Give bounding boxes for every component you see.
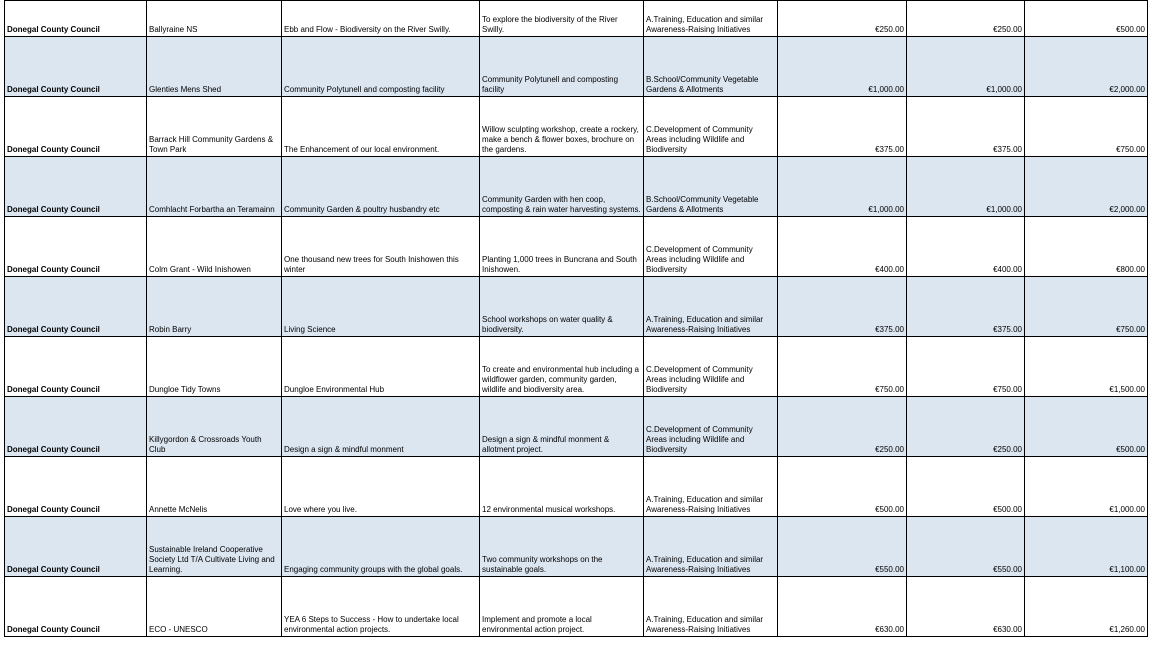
category-cell: C.Development of Community Areas including Wildlife and Biodiversity xyxy=(644,97,778,157)
description-cell: Community Garden with hen coop, composting & rain water harvesting systems. xyxy=(480,157,644,217)
project-title-cell: Love where you live. xyxy=(282,457,480,517)
amount-cell: €250.00 xyxy=(907,1,1025,37)
amount-cell: €630.00 xyxy=(907,577,1025,637)
applicant-cell: Ballyraine NS xyxy=(147,1,282,37)
total-cell: €500.00 xyxy=(1025,397,1148,457)
amount-cell: €550.00 xyxy=(907,517,1025,577)
category-cell: C.Development of Community Areas including Wildlife and Biodiversity xyxy=(644,337,778,397)
table-row xyxy=(5,457,1148,517)
council-cell: Donegal County Council xyxy=(5,457,147,517)
council-cell: Donegal County Council xyxy=(5,217,147,277)
project-title-cell: One thousand new trees for South Inishowen this winter xyxy=(282,217,480,277)
table-row xyxy=(5,37,1148,97)
table-row xyxy=(5,337,1148,397)
applicant-cell: Robin Barry xyxy=(147,277,282,337)
table-row xyxy=(5,577,1148,637)
project-title-cell: Dungloe Environmental Hub xyxy=(282,337,480,397)
category-cell: A.Training, Education and similar Awareness-Raising Initiatives xyxy=(644,577,778,637)
category-cell: A.Training, Education and similar Awareness-Raising Initiatives xyxy=(644,457,778,517)
description-cell: Planting 1,000 trees in Buncrana and South Inishowen. xyxy=(480,217,644,277)
total-cell: €1,000.00 xyxy=(1025,457,1148,517)
amount-cell: €500.00 xyxy=(778,457,907,517)
amount-cell: €750.00 xyxy=(778,337,907,397)
project-title-cell: Community Garden & poultry husbandry etc xyxy=(282,157,480,217)
amount-cell: €250.00 xyxy=(907,397,1025,457)
total-cell: €800.00 xyxy=(1025,217,1148,277)
description-cell: Community Polytunell and composting facility xyxy=(480,37,644,97)
council-cell: Donegal County Council xyxy=(5,337,147,397)
amount-cell: €400.00 xyxy=(778,217,907,277)
description-cell: Implement and promote a local environmental action project. xyxy=(480,577,644,637)
category-cell: A.Training, Education and similar Awareness-Raising Initiatives xyxy=(644,277,778,337)
amount-cell: €375.00 xyxy=(778,277,907,337)
applicant-cell: Dungloe Tidy Towns xyxy=(147,337,282,397)
applicant-cell: Comhlacht Forbartha an Teramainn xyxy=(147,157,282,217)
amount-cell: €500.00 xyxy=(907,457,1025,517)
applicant-cell: Barrack Hill Community Gardens & Town Park xyxy=(147,97,282,157)
project-title-cell: Engaging community groups with the global goals. xyxy=(282,517,480,577)
council-cell: Donegal County Council xyxy=(5,397,147,457)
category-cell: B.School/Community Vegetable Gardens & Allotments xyxy=(644,157,778,217)
amount-cell: €550.00 xyxy=(778,517,907,577)
council-cell: Donegal County Council xyxy=(5,1,147,37)
council-cell: Donegal County Council xyxy=(5,277,147,337)
total-cell: €2,000.00 xyxy=(1025,37,1148,97)
council-cell: Donegal County Council xyxy=(5,157,147,217)
council-cell: Donegal County Council xyxy=(5,577,147,637)
amount-cell: €1,000.00 xyxy=(907,157,1025,217)
table-row xyxy=(5,1,1148,37)
total-cell: €750.00 xyxy=(1025,97,1148,157)
table-row xyxy=(5,277,1148,337)
project-title-cell: Ebb and Flow - Biodiversity on the River Swilly. xyxy=(282,1,480,37)
applicant-cell: Colm Grant - Wild Inishowen xyxy=(147,217,282,277)
table-body xyxy=(5,1,1148,637)
amount-cell: €375.00 xyxy=(907,277,1025,337)
total-cell: €1,260.00 xyxy=(1025,577,1148,637)
applicant-cell: ECO - UNESCO xyxy=(147,577,282,637)
amount-cell: €375.00 xyxy=(907,97,1025,157)
table-row xyxy=(5,517,1148,577)
description-cell: School workshops on water quality & biodiversity. xyxy=(480,277,644,337)
description-cell: Willow sculpting workshop, create a rockery, make a bench & flower boxes, brochure on the gardens. xyxy=(480,97,644,157)
applicant-cell: Killygordon & Crossroads Youth Club xyxy=(147,397,282,457)
amount-cell: €750.00 xyxy=(907,337,1025,397)
amount-cell: €630.00 xyxy=(778,577,907,637)
council-cell: Donegal County Council xyxy=(5,37,147,97)
description-cell: Two community workshops on the sustainable goals. xyxy=(480,517,644,577)
category-cell: C.Development of Community Areas including Wildlife and Biodiversity xyxy=(644,397,778,457)
amount-cell: €1,000.00 xyxy=(778,157,907,217)
table-row xyxy=(5,157,1148,217)
total-cell: €2,000.00 xyxy=(1025,157,1148,217)
project-title-cell: The Enhancement of our local environment. xyxy=(282,97,480,157)
applicant-cell: Glenties Mens Shed xyxy=(147,37,282,97)
description-cell: To explore the biodiversity of the River Swilly. xyxy=(480,1,644,37)
project-title-cell: YEA 6 Steps to Success - How to undertake local environmental action projects. xyxy=(282,577,480,637)
amount-cell: €250.00 xyxy=(778,1,907,37)
amount-cell: €400.00 xyxy=(907,217,1025,277)
category-cell: A.Training, Education and similar Awareness-Raising Initiatives xyxy=(644,517,778,577)
total-cell: €1,100.00 xyxy=(1025,517,1148,577)
category-cell: A.Training, Education and similar Awareness-Raising Initiatives xyxy=(644,1,778,37)
total-cell: €750.00 xyxy=(1025,277,1148,337)
table-row xyxy=(5,97,1148,157)
description-cell: Design a sign & mindful monment & allotment project. xyxy=(480,397,644,457)
amount-cell: €1,000.00 xyxy=(907,37,1025,97)
amount-cell: €1,000.00 xyxy=(778,37,907,97)
description-cell: To create and environmental hub including a wildflower garden, community garden, wildlife and biodiversity area. xyxy=(480,337,644,397)
table-row xyxy=(5,217,1148,277)
applicant-cell: Sustainable Ireland Cooperative Society Ltd T/A Cultivate Living and Learning. xyxy=(147,517,282,577)
description-cell: 12 environmental musical workshops. xyxy=(480,457,644,517)
amount-cell: €250.00 xyxy=(778,397,907,457)
project-title-cell: Design a sign & mindful monment xyxy=(282,397,480,457)
council-cell: Donegal County Council xyxy=(5,517,147,577)
category-cell: C.Development of Community Areas including Wildlife and Biodiversity xyxy=(644,217,778,277)
total-cell: €1,500.00 xyxy=(1025,337,1148,397)
grants-table xyxy=(4,0,1148,637)
applicant-cell: Annette McNelis xyxy=(147,457,282,517)
council-cell: Donegal County Council xyxy=(5,97,147,157)
table-row xyxy=(5,397,1148,457)
amount-cell: €375.00 xyxy=(778,97,907,157)
category-cell: B.School/Community Vegetable Gardens & Allotments xyxy=(644,37,778,97)
total-cell: €500.00 xyxy=(1025,1,1148,37)
project-title-cell: Living Science xyxy=(282,277,480,337)
project-title-cell: Community Polytunell and composting facility xyxy=(282,37,480,97)
